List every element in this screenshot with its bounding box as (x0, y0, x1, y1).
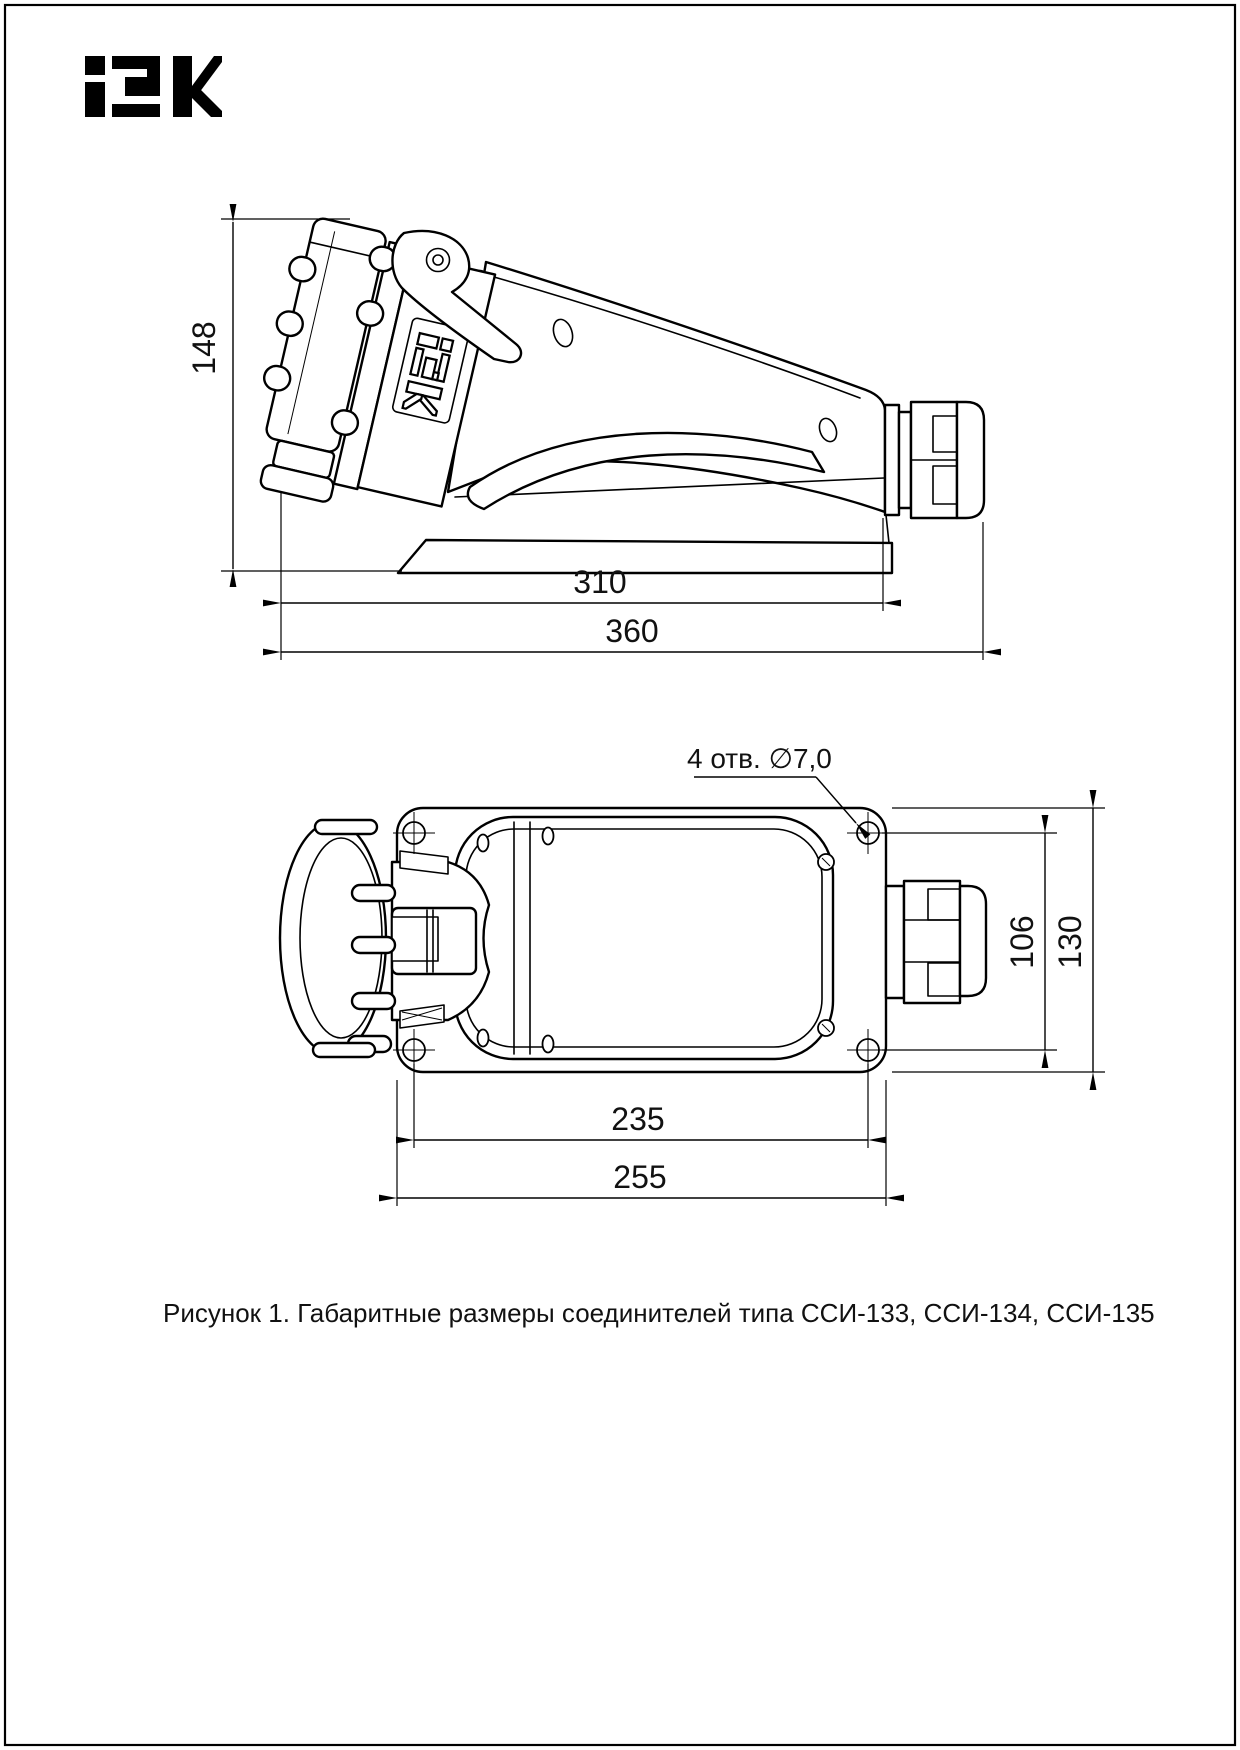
figure-caption: Рисунок 1. Габаритные размеры соединителей типа ССИ-133, ССИ-134, ССИ-135 (163, 1298, 1155, 1328)
dim-148-label: 148 (186, 321, 222, 375)
dim-310-label: 310 (573, 564, 627, 600)
body-screw (818, 1020, 834, 1036)
base-plate-side (398, 515, 892, 573)
side-view (186, 214, 984, 660)
cable-gland-side (885, 402, 984, 518)
dim-235-label: 235 (611, 1101, 665, 1137)
body-hole (478, 835, 489, 852)
dim-255-label: 255 (613, 1159, 667, 1195)
latch-top (392, 851, 489, 1028)
top-view (280, 743, 1105, 1206)
body-hole (543, 1036, 554, 1053)
dim-360-label: 360 (605, 613, 659, 649)
dim-width-235 (414, 1064, 868, 1148)
protective-cap-top (280, 820, 395, 1057)
dim-130-label: 130 (1052, 915, 1088, 969)
body-hole (478, 1030, 489, 1047)
holes-note-label: 4 отв. ∅7,0 (687, 743, 832, 774)
body-hole (543, 828, 554, 845)
body-screw (818, 854, 834, 870)
dim-106-label: 106 (1004, 915, 1040, 969)
dim-width-310 (281, 492, 883, 660)
iek-logo (85, 56, 222, 117)
dim-width-255 (397, 1080, 886, 1206)
cable-gland-top (886, 881, 986, 1003)
connector-body-top (455, 817, 834, 1059)
